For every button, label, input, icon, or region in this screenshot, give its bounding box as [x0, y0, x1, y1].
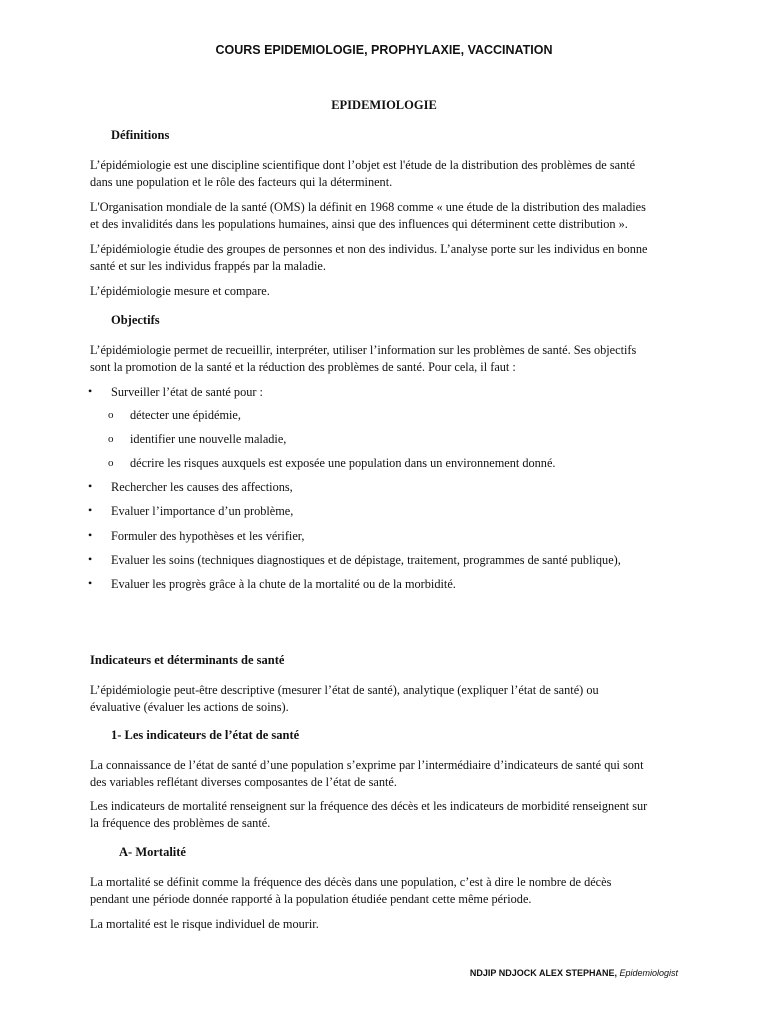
definitions-paragraph-4: L’épidémiologie mesure et compare.	[90, 284, 270, 298]
text-line: santé et sur les individus frappés par la maladie.	[90, 259, 326, 273]
definitions-paragraph-1	[90, 157, 690, 191]
sub-list-item: identifier une nouvelle maladie,	[130, 432, 287, 446]
list-item: Evaluer les soins (techniques diagnostiques et de dépistage, traitement, programmes de santé publique),	[111, 553, 621, 567]
indicators-paragraph-2	[90, 757, 690, 791]
text-line: et des invalidités dans les populations humaines, ainsi que des influences qui déterminent cette distribution ».	[90, 217, 628, 231]
list-item: Rechercher les causes des affections,	[111, 480, 293, 494]
footer-author	[470, 968, 678, 978]
indicators-heading: Indicateurs et déterminants de santé	[90, 653, 285, 667]
author-name: NDJIP NDJOCK ALEX STEPHANE,	[469, 968, 617, 978]
text-line: La connaissance de l’état de santé d’une population s’exprime par l’intermédiaire d’indicateurs de santé qui sont	[90, 758, 644, 772]
sub-list-item: détecter une épidémie,	[130, 408, 241, 422]
mortality-heading: A- Mortalité	[119, 845, 186, 859]
sub-bullet-icon: o	[108, 409, 114, 421]
text-line: Les indicateurs de mortalité renseignent sur la fréquence des décès et les indicateurs de morbidité renseignent sur	[90, 799, 648, 813]
list-item: Evaluer les progrès grâce à la chute de la mortalité ou de la morbidité.	[111, 577, 456, 591]
bullet-icon: •	[88, 479, 93, 493]
text-line: la fréquence des problèmes de santé.	[90, 816, 271, 830]
text-line: L’épidémiologie peut-être descriptive (mesurer l’état de santé), analytique (expliquer l’état de santé) ou	[90, 683, 599, 697]
bullet-icon: •	[88, 552, 93, 566]
indicators-paragraph-3	[90, 798, 690, 832]
text-line: dans une population et le rôle des facteurs qui la déterminent.	[90, 175, 393, 189]
list-item: Formuler des hypothèses et les vérifier,	[111, 529, 305, 543]
text-line: L’épidémiologie permet de recueillir, interpréter, utiliser l’information sur les problèmes de santé. Ses objectifs	[90, 343, 637, 357]
bullet-icon: •	[88, 384, 93, 398]
mortality-paragraph-2: La mortalité est le risque individuel de mourir.	[90, 917, 319, 931]
text-line: des variables reflétant diverses composantes de l’état de santé.	[90, 775, 397, 789]
section-title: EPIDEMIOLOGIE	[331, 98, 437, 112]
objectives-heading: Objectifs	[111, 313, 160, 327]
indicators-paragraph-1	[90, 682, 690, 716]
sub-list-item: décrire les risques auxquels est exposée une population dans un environnement donné.	[130, 456, 556, 470]
text-line: L’épidémiologie étudie des groupes de personnes et non des individus. L’analyse porte sur les individus en bonne	[90, 242, 648, 256]
list-item: Evaluer l’importance d’un problème,	[111, 504, 294, 518]
text-line: La mortalité se définit comme la fréquence des décès dans une population, c’est à dire le nombre de décès	[90, 875, 612, 889]
text-line: évaluative (évaluer les actions de soins).	[90, 700, 289, 714]
list-item-surveiller: Surveiller l’état de santé pour :	[111, 385, 263, 399]
indicators-subheading: 1- Les indicateurs de l’état de santé	[111, 728, 300, 742]
objectives-paragraph-1	[90, 342, 690, 376]
text-line: sont la promotion de la santé et la réduction des problèmes de santé. Pour cela, il faut :	[90, 360, 516, 374]
mortality-paragraph-1	[90, 874, 690, 908]
sub-bullet-icon: o	[108, 457, 114, 469]
text-line: pendant une période donnée rapporté à la population étudiée pendant cette même période.	[90, 892, 532, 906]
bullet-icon: •	[88, 528, 93, 542]
bullet-icon: •	[88, 503, 93, 517]
author-role: Epidemiologist	[619, 968, 678, 978]
text-line: L'Organisation mondiale de la santé (OMS) la définit en 1968 comme « une étude de la distribution des maladies	[90, 200, 646, 214]
text-line: L’épidémiologie est une discipline scientifique dont l’objet est l'étude de la distribution des problèmes de santé	[90, 158, 636, 172]
definitions-heading: Définitions	[111, 128, 170, 142]
definitions-paragraph-2	[90, 199, 690, 233]
sub-bullet-icon: o	[108, 433, 114, 445]
bullet-icon: •	[88, 576, 93, 590]
definitions-paragraph-3	[90, 241, 690, 275]
course-title: COURS EPIDEMIOLOGIE, PROPHYLAXIE, VACCINATION	[215, 43, 553, 57]
